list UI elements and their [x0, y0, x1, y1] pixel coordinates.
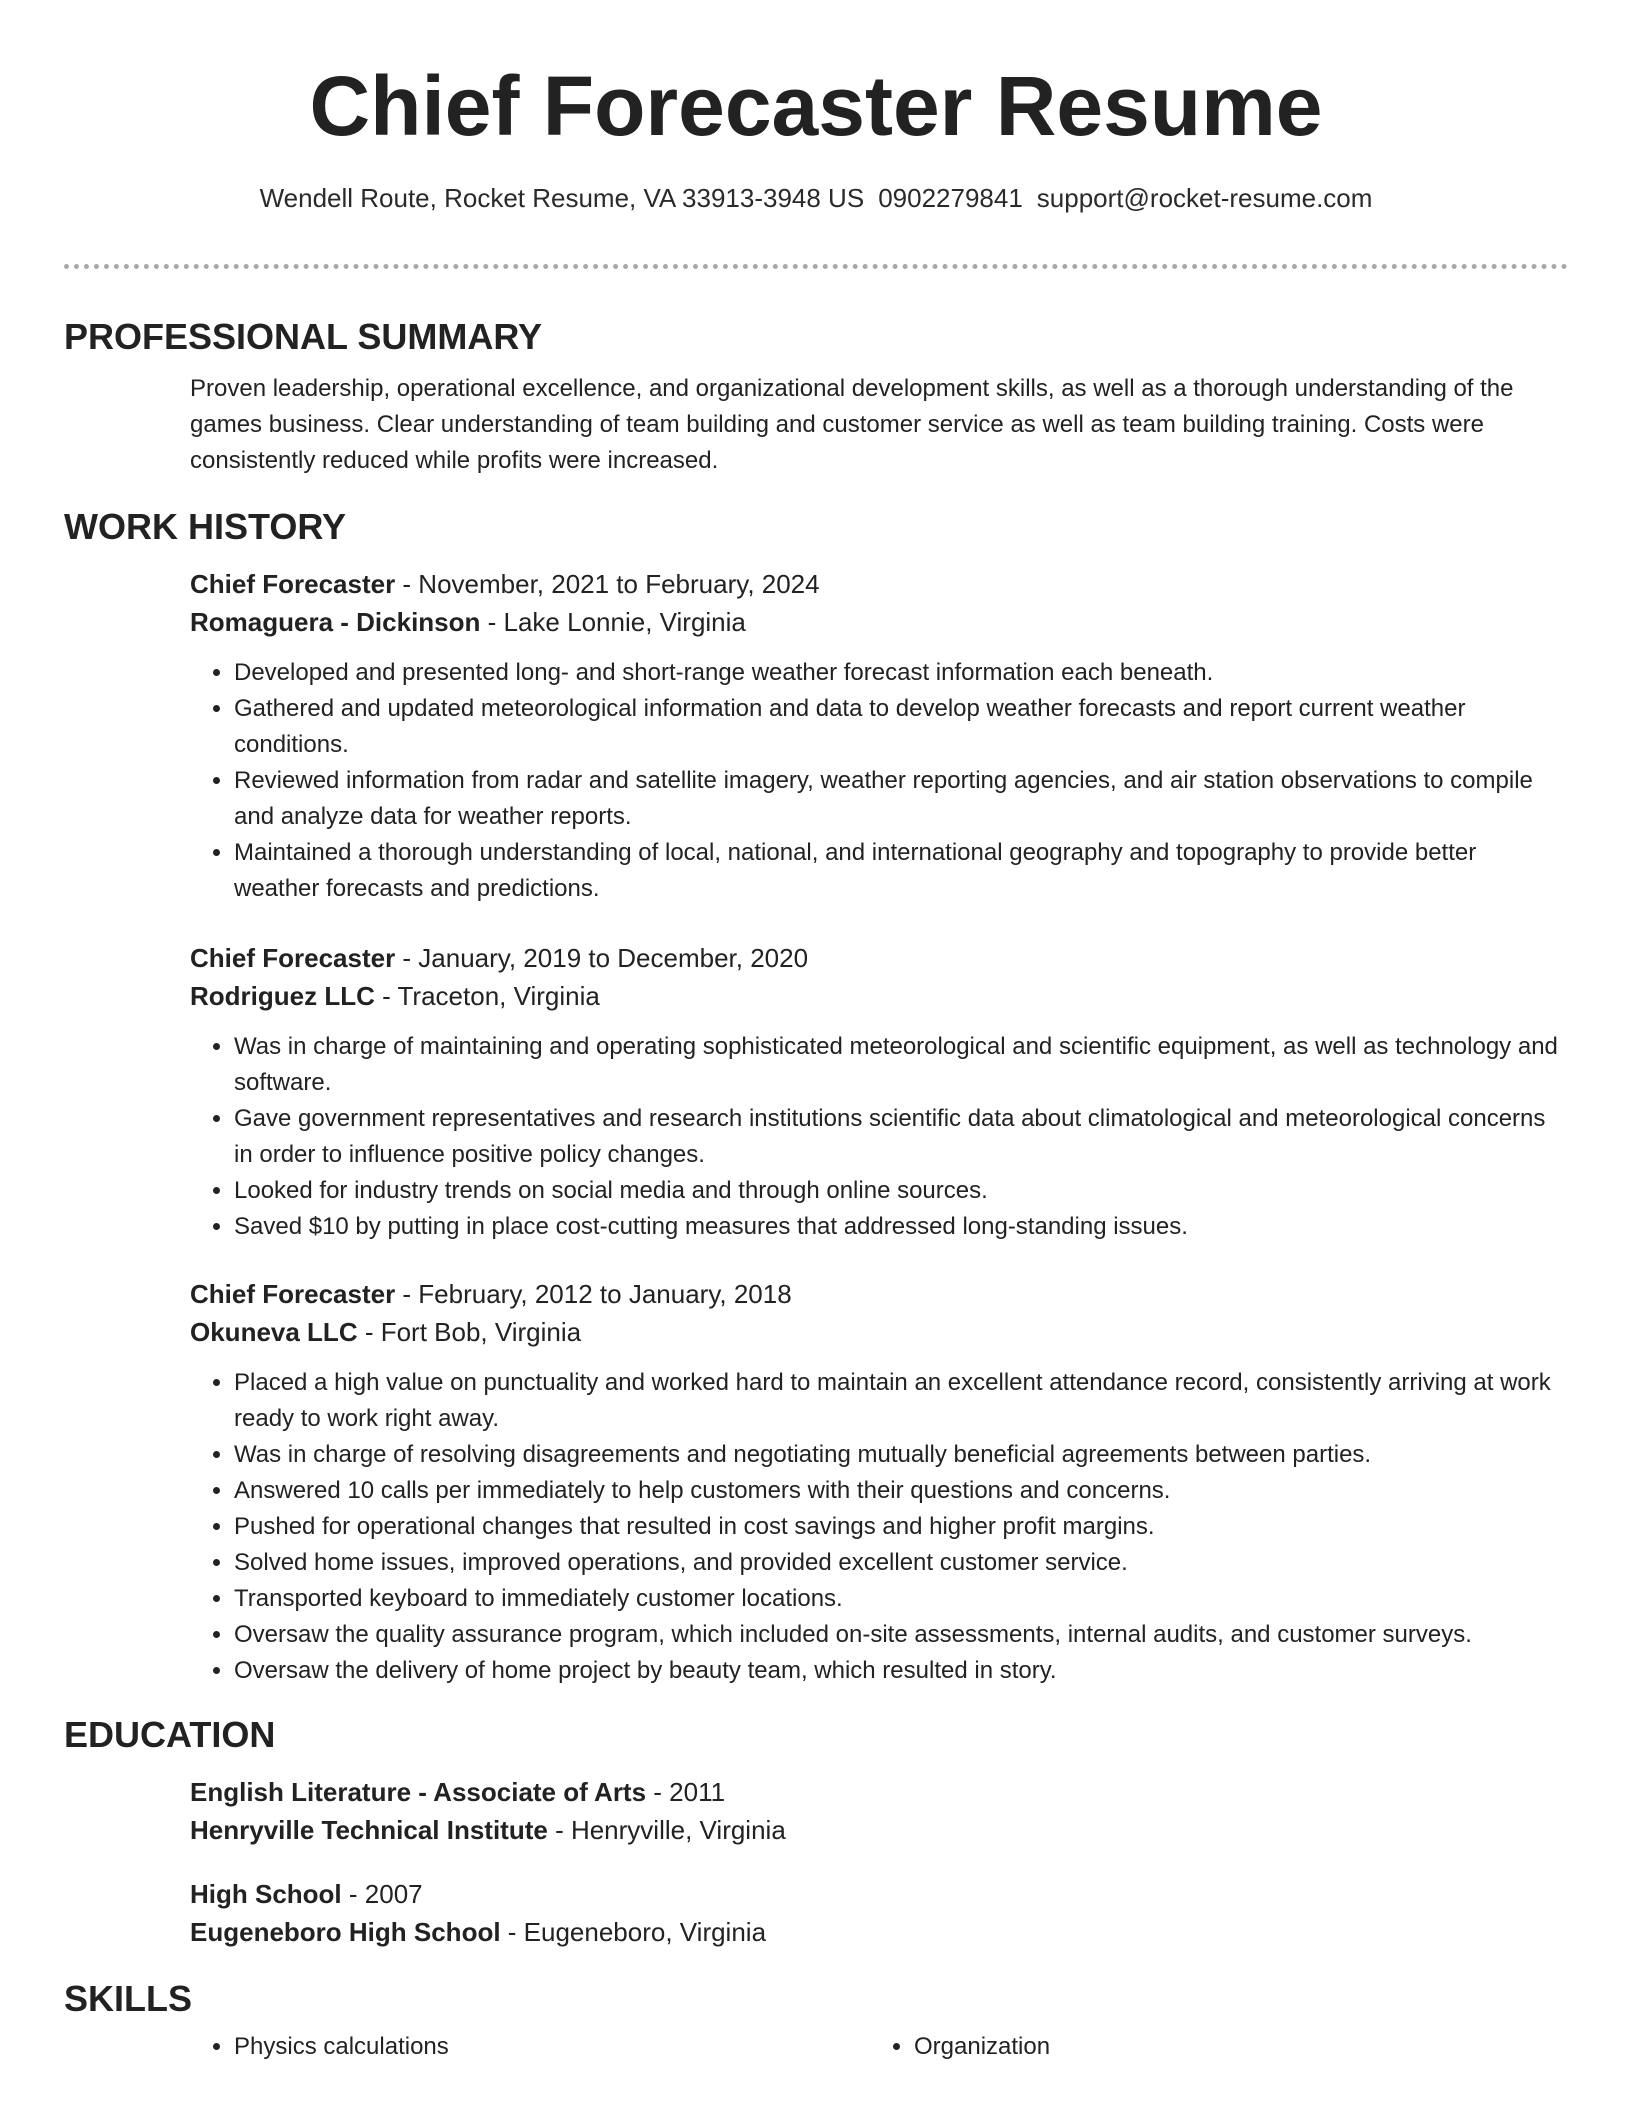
skills-list: [870, 2029, 1550, 2065]
skills-column-left: [190, 2029, 870, 2065]
job-location: - Fort Bob, Virginia: [357, 1317, 582, 1347]
job-company: Romaguera - Dickinson: [190, 607, 481, 637]
job-bullet: • Reviewed information from radar and satellite imagery, weather reporting agencies, and air station observations to compile and analyze data for weather reports.: [234, 763, 1568, 835]
job-bullet: • Solved home issues, improved operations, and provided excellent customer service.: [234, 1545, 1568, 1581]
job-bullet: • Transported keyboard to immediately customer locations.: [234, 1581, 1568, 1617]
education-degree: English Literature - Associate of Arts: [190, 1777, 647, 1807]
job-bullets: [190, 1029, 1568, 1245]
job-dates: - January, 2019 to December, 2020: [395, 943, 809, 973]
job-bullet: • Maintained a thorough understanding of local, national, and international geography and topography to provide better weather forecasts and predictions.: [234, 835, 1568, 907]
skill-item: • Organization: [914, 2029, 1550, 2065]
education-degree-line: [190, 1875, 1568, 1913]
education-school-line: [190, 1811, 1568, 1849]
summary-block: [64, 371, 1568, 479]
job-title: Chief Forecaster: [190, 569, 396, 599]
education-school-line: [190, 1913, 1568, 1951]
job-bullets: [190, 655, 1568, 907]
contact-email: support@rocket-resume.com: [1036, 183, 1373, 213]
job-company-line: [190, 1313, 1568, 1351]
education-entry: [64, 1875, 1568, 1951]
skills-column-right: [870, 2029, 1550, 2065]
job-bullet: • Gave government representatives and research institutions scientific data about climatological and meteorological concerns in order to influence positive policy changes.: [234, 1101, 1568, 1173]
skills-list: [190, 2029, 870, 2065]
work-history-heading: WORK HISTORY: [64, 506, 347, 547]
summary-text: Proven leadership, operational excellence, and organizational development skills, as well as a thorough understanding of the games business. Clear understanding of team building and customer service as well as team building training. Costs were consistently reduced while profits were increased.: [190, 375, 1514, 474]
education-school: Henryville Technical Institute: [190, 1815, 548, 1845]
job-bullets: [190, 1365, 1568, 1689]
job-company-line: [190, 603, 1568, 641]
job-bullet: • Developed and presented long- and short-range weather forecast information each beneath.: [234, 655, 1568, 691]
job-entry: [64, 565, 1568, 907]
job-bullet: • Answered 10 calls per immediately to help customers with their questions and concerns.: [234, 1473, 1568, 1509]
contact-phone: 0902279841: [878, 183, 1023, 213]
job-company: Rodriguez LLC: [190, 981, 375, 1011]
job-entry: [64, 1275, 1568, 1689]
summary-heading: PROFESSIONAL SUMMARY: [64, 316, 543, 357]
education-year: - 2007: [341, 1879, 423, 1909]
skills-grid: [64, 2029, 1568, 2065]
job-bullet: • Gathered and updated meteorological information and data to develop weather forecasts and report current weather conditions.: [234, 691, 1568, 763]
education-location: - Henryville, Virginia: [547, 1815, 786, 1845]
job-bullet: • Placed a high value on punctuality and worked hard to maintain an excellent attendance record, consistently arriving at work ready to work right away.: [234, 1365, 1568, 1437]
job-bullet: • Pushed for operational changes that resulted in cost savings and higher profit margins.: [234, 1509, 1568, 1545]
job-title-line: [190, 565, 1568, 603]
education-degree-line: [190, 1773, 1568, 1811]
job-bullet: • Oversaw the quality assurance program, which included on-site assessments, internal audits, and customer surveys.: [234, 1617, 1568, 1653]
education-entry: [64, 1773, 1568, 1849]
job-bullet: • Was in charge of maintaining and operating sophisticated meteorological and scientific equipment, as well as technology and software.: [234, 1029, 1568, 1101]
resume-page: [64, 0, 1568, 2065]
contact-line: [64, 182, 1568, 214]
job-bullet: • Looked for industry trends on social media and through online sources.: [234, 1173, 1568, 1209]
education-degree: High School: [190, 1879, 342, 1909]
skill-item: • Physics calculations: [234, 2029, 870, 2065]
job-entry: [64, 939, 1568, 1245]
job-location: - Lake Lonnie, Virginia: [480, 607, 746, 637]
job-dates: - February, 2012 to January, 2018: [395, 1279, 792, 1309]
contact-address: Wendell Route, Rocket Resume, VA 33913-3948 US: [259, 183, 865, 213]
education-heading: EDUCATION: [64, 1714, 276, 1755]
job-location: - Traceton, Virginia: [374, 981, 600, 1011]
job-dates: - November, 2021 to February, 2024: [395, 569, 820, 599]
job-company: Okuneva LLC: [190, 1317, 358, 1347]
job-title-line: [190, 939, 1568, 977]
job-bullet: • Was in charge of resolving disagreements and negotiating mutually beneficial agreements between parties.: [234, 1437, 1568, 1473]
education-school: Eugeneboro High School: [190, 1917, 501, 1947]
job-bullet: • Oversaw the delivery of home project by beauty team, which resulted in story.: [234, 1653, 1568, 1689]
job-title: Chief Forecaster: [190, 1279, 396, 1309]
header-divider: [64, 264, 1568, 269]
resume-title: Chief Forecaster Resume: [309, 59, 1323, 153]
education-location: - Eugeneboro, Virginia: [500, 1917, 767, 1947]
job-title-line: [190, 1275, 1568, 1313]
job-bullet: • Saved $10 by putting in place cost-cutting measures that addressed long-standing issues.: [234, 1209, 1568, 1245]
job-company-line: [190, 977, 1568, 1015]
skills-heading: SKILLS: [64, 1978, 193, 2019]
job-title: Chief Forecaster: [190, 943, 396, 973]
education-year: - 2011: [646, 1777, 726, 1807]
